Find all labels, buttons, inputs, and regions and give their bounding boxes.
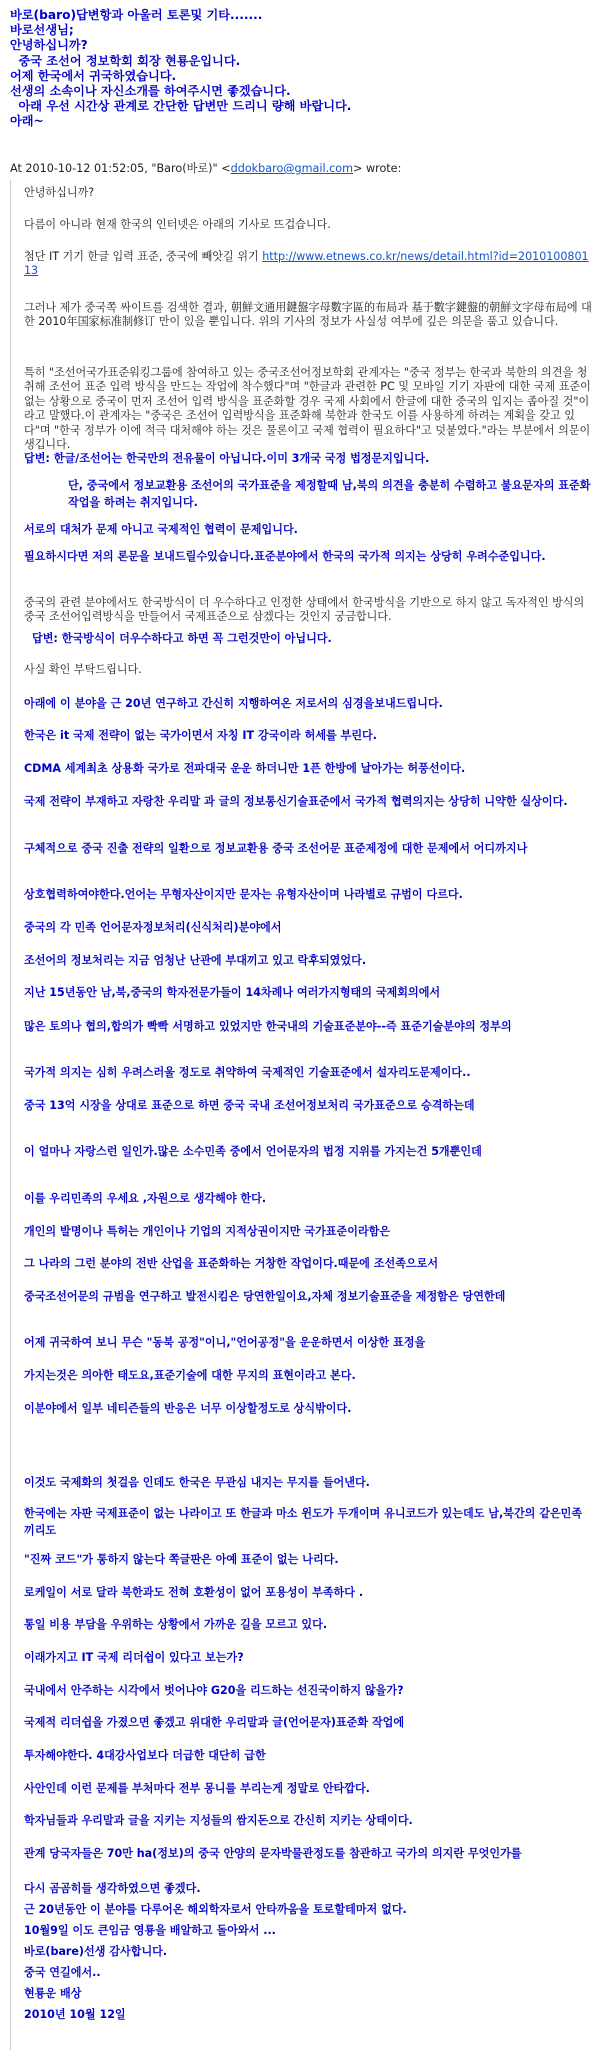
answer-line: 단, 중국에서 정보교환용 조선어의 국가표준을 제정할때 남,북의 의견을 충분히 수렴하고 불요문자의 표준화 작업을 하려는 취지입니다.	[68, 479, 591, 510]
attribution-prefix: At 2010-10-12 01:52:05, "Baro(바로)" <	[10, 162, 231, 175]
answer-line: 답변: 한국방식이 더우수하다고 하면 꼭 그런것만이 아닙니다.	[32, 632, 332, 645]
body-line: 상호협력하여야한다.언어는 무형자산이지만 문자는 유형자산이며 나라별로 규범이 다르다.	[24, 888, 463, 901]
body-line: 2010년 10월 12일	[24, 2008, 126, 2021]
quoted-greeting: 안녕하십니까?	[24, 186, 95, 199]
quoted-message	[10, 180, 601, 2050]
body-line: 중국 연길에서..	[24, 1966, 101, 1979]
reply-header	[10, 8, 600, 130]
body-line: 한국에는 자판 국제표준이 없는 나라이고 또 한글과 마소 윈도가 두개이며 유니코드가 있는데도 남,북간의 같은민족끼리도	[24, 1507, 583, 1538]
body-line: 로케일이 서로 달라 북한과도 전혀 호환성이 없어 포용성이 부족하다 .	[24, 1586, 364, 1599]
sender-email-link[interactable]: ddokbaro@gmail.com	[230, 162, 354, 175]
quoted-paragraph: 특히 "조선어국가표준워킹그룹에 참여하고 있는 중국조선어정보학회 관계자는 "중국 정부는 한국과 북한의 의견을 청취해 조선어 표준 입력 방식을 만드는 작업에 착수했다"며 "한글과 관련한 PC 및 모바일 기기 자판에 대한 국제 표준이 없는 상황으로 중국이 먼저 조선어 입력 방식을 표준화할 경우 국제 사회에서 한글에 대한 중국의 입지는 좁아질 것"이라고 말했다.이 관계자는 "중국은 조선어 입력방식을 표준화해 북한과 한국도 이를 사용하게 하려는 계획을 갖고 있다"며 "한국 정부가 이에 적극 대처해야 하는 것은 물론이고 국제 협력이 필요하다"고 덧붙였다."라는 부분에서 의문이 생깁니다.	[24, 366, 591, 452]
body-line: 중국조선어문의 규범을 연구하고 발전시킴은 당연한일이요,자체 정보기술표준을 제정함은 당연한데	[24, 1290, 506, 1303]
body-line: 구체적으로 중국 진출 전략의 일환으로 정보교환용 중국 조선어문 표준제정에 대한 문제에서 어디까지나	[24, 842, 528, 855]
quoted-paragraph: 사실 확인 부탁드립니다.	[24, 663, 142, 676]
body-line: 그 나라의 그런 분야의 전반 산업을 표준화하는 거창한 작업이다.때문에 조선족으로서	[24, 1257, 439, 1270]
body-line: 이래가지고 IT 국제 리더쉽이 있다고 보는가?	[24, 1651, 244, 1664]
body-line: 이분야에서 일부 네티즌들의 반응은 너무 이상할정도로 상식밖이다.	[24, 1402, 352, 1415]
article-reference	[24, 250, 592, 279]
body-line: 관계 당국자들은 70만 ha(정보)의 중국 안양의 문자박물관정도를 참관하고 국가의 의지란 무엇인가를	[24, 1847, 522, 1860]
body-line: 가지는것은 의아한 태도요,표준기술에 대한 무지의 표현이라고 본다.	[24, 1369, 356, 1382]
reply-line: 어제 한국에서 귀국하였습니다.	[10, 68, 177, 83]
body-line: 이 얼마나 자랑스런 일인가.많은 소수민족 중에서 언어문자의 법정 지위를 가지는건 5개뿐인데	[24, 1145, 482, 1158]
body-line: 다시 곰곰히들 생각하였으면 좋겠다.	[24, 1882, 201, 1895]
body-line: 바로(bare)선생 감사합니다.	[24, 1945, 168, 1958]
article-link[interactable]: http://www.etnews.co.kr/news/detail.html?id=201010080113	[24, 250, 589, 278]
body-line: 근 20년동안 이 분야를 다루어온 해외학자로서 안타까움을 토로할테마저 없다.	[24, 1903, 407, 1916]
attribution-suffix: > wrote:	[353, 162, 402, 175]
body-line: 국제 전략이 부재하고 자랑찬 우리말 과 글의 정보통신기술표준에서 국가적 협력의지는 상당히 니약한 실상이다.	[24, 795, 568, 808]
body-line: 투자해야한다. 4대강사업보다 더급한 대단히 급한	[24, 1749, 266, 1762]
quoted-paragraph: 그러나 제가 중국쪽 싸이트를 검색한 결과, 朝鮮文通用鍵盤字母數字區的布局과 基于數字鍵盤的朝鮮文字母布局에 대한 2010年国家标准制修订 만이 있을 뿐입니다. 위의 기사의 정보가 사실성 여부에 깊은 의문을 품고 있습니다.	[24, 301, 592, 329]
body-line: 국가적 의지는 심히 우려스러울 정도로 취약하여 국제적인 기술표준에서 설자리도문제이다..	[24, 1066, 471, 1079]
body-line: 국내에서 안주하는 시각에서 벗어나야 G20을 리드하는 선진국이하지 않을가?	[24, 1684, 404, 1697]
reply-line: 안녕하십니까?	[10, 38, 88, 53]
body-line: 학자님들과 우리말과 글을 지키는 지성들의 쌈지돈으로 간신히 지키는 상태이다.	[24, 1814, 413, 1827]
body-line: 이를 우리민족의 우세요 ,자원으로 생각해야 한다.	[24, 1192, 267, 1205]
body-line: 국제적 리더쉽을 가졌으면 좋겠고 위대한 우리말과 글(언어문자)표준화 작업에	[24, 1716, 405, 1729]
body-line: 중국 13억 시장을 상대로 표준으로 하면 중국 국내 조선어정보처리 국가표준으로 승격하는데	[24, 1099, 475, 1112]
body-line: 개인의 발명이나 특허는 개인이나 기업의 지적상권이지만 국가표준이라함은	[24, 1225, 391, 1238]
body-line: 한국은 it 국제 전략이 없는 국가이면서 자칭 IT 강국이라 허세를 부린다.	[24, 729, 377, 742]
body-line: 아래에 이 분야을 근 20년 연구하고 간신히 지행하여온 저로서의 심경을보내드립니다.	[24, 697, 443, 710]
body-line: "진짜 코드"가 통하지 않는다 쪽글판은 아예 표준이 없는 나리다.	[24, 1553, 339, 1566]
reply-line: 아래 우선 시간상 관계로 간단한 답변만 드리니 량해 바랍니다.	[10, 99, 352, 114]
answer-line: 서로의 대처가 문제 아니고 국제적인 협력이 문제입니다.	[24, 523, 298, 536]
article-title: 첨단 IT 기기 한글 입력 표준, 중국에 빼앗길 위기	[24, 250, 263, 263]
body-line: 많은 토의나 협의,합의가 빡빡 서명하고 있었지만 한국내의 기술표준분야--즉 표준기술분야의 정부의	[24, 1020, 512, 1033]
reply-subject: 바로(baro)답변항과 아울러 토론및 기타.......	[10, 8, 263, 22]
reply-line: 중국 조선어 정보학회 회장 현룡운입니다.	[10, 53, 241, 68]
body-line: 사안인데 이런 문제를 부처마다 전부 몽니를 부리는게 정말로 안타깝다.	[24, 1782, 370, 1795]
answer-line: 답변: 한글/조선어는 한국만의 전유물이 아닙니다.이미 3개국 국정 법정문지입니다.	[24, 452, 430, 465]
reply-line: 아래~	[10, 114, 44, 129]
body-line: 지난 15년동안 남,북,중국의 학자전문가들이 14차례나 여러가지형태의 국제회의에서	[24, 986, 441, 999]
answer-line: 필요하시다면 저의 론문을 보내드릴수있습니다.표준분야에서 한국의 국가적 의지는 상당히 우려수준입니다.	[24, 550, 546, 563]
body-line: 통일 비용 부담을 우위하는 상황에서 가까운 길을 모르고 있다.	[24, 1618, 328, 1631]
body-line: 10월9일 이도 큰임금 영룡을 배알하고 돌아와서 ...	[24, 1924, 276, 1937]
reply-line: 선생의 소속이나 자신소개를 하여주시면 좋겠습니다.	[10, 84, 291, 99]
quoted-paragraph: 다름이 아니라 현재 한국의 인터넷은 아래의 기사로 뜨겁습니다.	[24, 218, 331, 231]
quote-attribution	[10, 160, 610, 176]
body-line: CDMA 세계최초 상용화 국가로 전파대국 운운 하더니만 1픈 한방에 날아가는 허풍선이다.	[24, 762, 466, 775]
body-line: 현룡운 배상	[24, 1987, 82, 2000]
body-line: 조선어의 정보처리는 지금 엄청난 난관에 부대끼고 있고 락후되였었다.	[24, 954, 367, 967]
reply-salutation: 바로선생님;	[10, 23, 74, 38]
body-line: 이것도 국제화의 첫걸음 인데도 한국은 무관심 내지는 무지를 들어낸다.	[24, 1476, 370, 1489]
body-line: 중국의 각 민족 언어문자정보처리(신식처리)분야에서	[24, 921, 282, 934]
body-line: 어제 귀국하여 보니 무슨 "동북 공정"이니,"언어공정"을 운운하면서 이상한 표정을	[24, 1336, 426, 1349]
quoted-paragraph: 중국의 관련 분야에서도 한국방식이 더 우수하다고 인정한 상태에서 한국방식을 기반으로 하지 않고 독자적인 방식의 중국 조선어입력방식을 만들어서 국제표준으로 삼겠다는 것인지 궁금합니다.	[24, 596, 585, 624]
